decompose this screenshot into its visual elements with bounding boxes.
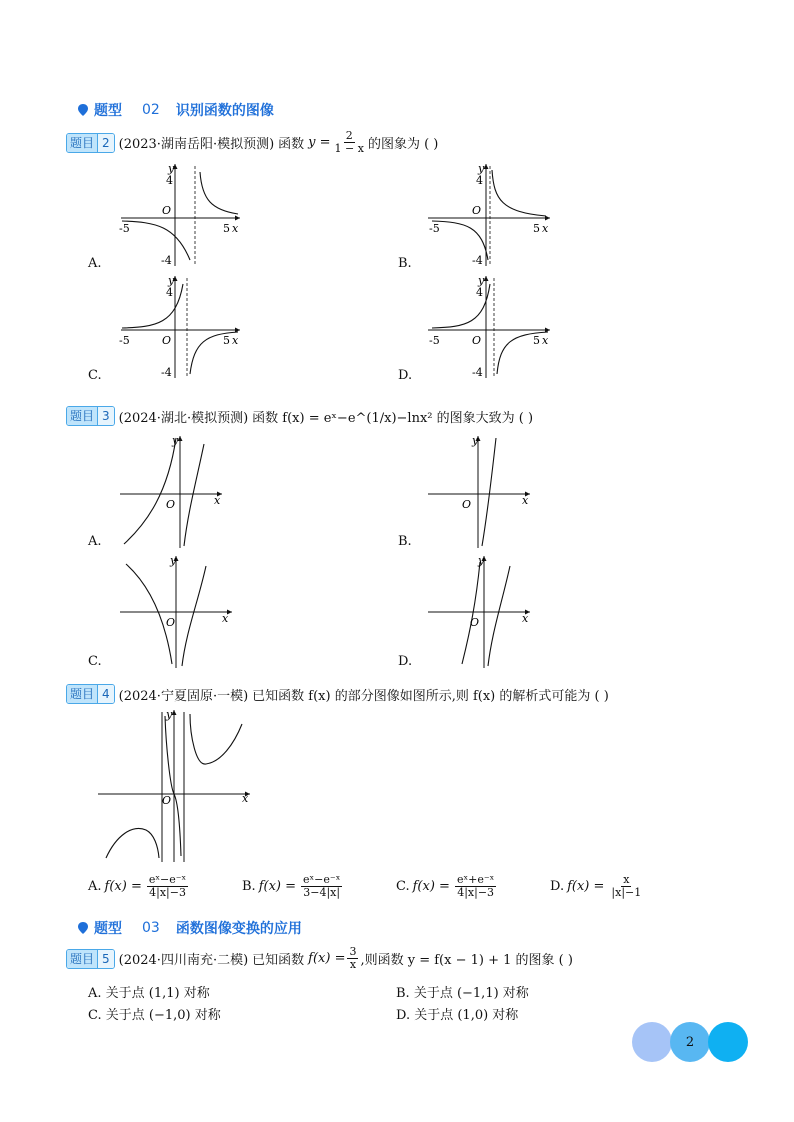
svg-text:O: O: [470, 616, 480, 629]
svg-text:5: 5: [223, 222, 230, 235]
question-source: (2024·四川南充·二模): [118, 953, 249, 968]
q2-graph-b: [426, 160, 556, 270]
svg-text:5: 5: [533, 222, 540, 235]
fraction: $\frac{3}{x}$: [349, 945, 357, 971]
q3-graph-c: [118, 552, 238, 670]
svg-text:O: O: [162, 204, 172, 217]
svg-text:4: 4: [166, 174, 173, 187]
svg-text:x: x: [542, 334, 549, 347]
q3-option-b[interactable]: B.: [398, 534, 412, 549]
page-decor-circle-3: [708, 1022, 748, 1062]
q5-option-b[interactable]: B. 关于点 (−1,1) 对称: [396, 986, 529, 1001]
section-label: 题型: [94, 921, 122, 937]
svg-text:y: y: [168, 274, 175, 287]
question-source: (2024·宁夏固原·一模): [118, 688, 249, 704]
question-source: (2024·湖北·模拟预测): [118, 410, 249, 426]
svg-text:-5: -5: [119, 222, 130, 235]
fraction: $\frac{2}{1 - x}$: [334, 129, 364, 155]
svg-text:O: O: [472, 204, 482, 217]
svg-text:x: x: [232, 334, 239, 347]
svg-text:y: y: [478, 162, 485, 175]
question-2-stem: 题目 2 (2023·湖南岳阳·模拟预测) 函数 y = $\frac{2}{1 - x}$ 的图象为 ( ): [66, 130, 438, 155]
svg-text:x: x: [542, 222, 549, 235]
q3-graph-b: [426, 432, 536, 550]
q2-option-c[interactable]: C.: [88, 368, 102, 383]
svg-text:5: 5: [223, 334, 230, 347]
location-pin-icon: [78, 104, 88, 116]
svg-text:5: 5: [533, 334, 540, 347]
svg-text:y: y: [170, 554, 177, 567]
section-number: 02: [142, 102, 160, 118]
svg-text:y: y: [166, 708, 173, 721]
section-header-02: [78, 100, 274, 120]
svg-text:x: x: [232, 222, 239, 235]
svg-text:y: y: [168, 162, 175, 175]
q2-graph-a: [116, 160, 246, 270]
q3-graph-d: [426, 552, 536, 670]
svg-text:4: 4: [476, 174, 483, 187]
section-title: 识别函数的图像: [175, 103, 274, 119]
svg-text:x: x: [522, 494, 529, 507]
q5-option-a[interactable]: A. 关于点 (1,1) 对称: [88, 986, 210, 1001]
section-title: 函数图像变换的应用: [175, 921, 302, 937]
svg-text:4: 4: [476, 286, 483, 299]
svg-text:4: 4: [166, 286, 173, 299]
q3-option-a[interactable]: A.: [88, 534, 102, 549]
q4-graph: [96, 706, 256, 864]
svg-text:y: y: [472, 434, 479, 447]
svg-text:O: O: [166, 498, 176, 511]
q4-option-a[interactable]: A. f(x) = $\frac{\text{eˣ−e⁻ˣ}}{4|x|-3}$: [88, 873, 187, 899]
q2-graph-d: [426, 272, 556, 382]
svg-text:-4: -4: [161, 254, 172, 267]
q4-option-b[interactable]: B. f(x) = $\frac{\text{eˣ−e⁻ˣ}}{3-4|x|}$: [242, 873, 341, 899]
q2-graph-c: [116, 272, 246, 382]
svg-text:-5: -5: [119, 334, 130, 347]
page-decor-circle-1: [632, 1022, 672, 1062]
svg-text:y: y: [478, 554, 485, 567]
svg-text:-4: -4: [472, 254, 483, 267]
svg-text:-5: -5: [429, 334, 440, 347]
q3-option-d[interactable]: D.: [398, 654, 413, 669]
question-source: (2023·湖南岳阳·模拟预测): [118, 137, 275, 152]
svg-text:O: O: [462, 498, 472, 511]
q2-option-a[interactable]: A.: [88, 256, 102, 271]
svg-text:y: y: [172, 434, 179, 447]
q3-graph-a: [118, 432, 228, 550]
svg-text:O: O: [162, 334, 172, 347]
svg-text:O: O: [162, 794, 172, 807]
section-label: 题型: [94, 103, 122, 119]
svg-text:x: x: [214, 494, 221, 507]
q5-option-d[interactable]: D. 关于点 (1,0) 对称: [396, 1008, 519, 1023]
q3-option-c[interactable]: C.: [88, 654, 102, 669]
svg-text:y: y: [478, 274, 485, 287]
page-number: 2: [670, 1022, 710, 1062]
svg-text:-4: -4: [161, 366, 172, 379]
q2-option-d[interactable]: D.: [398, 368, 413, 383]
q4-option-d[interactable]: D. f(x) = $\frac{x}{|x|-1}$: [550, 873, 642, 899]
svg-text:-4: -4: [472, 366, 483, 379]
section-number: 03: [142, 920, 160, 936]
q5-option-c[interactable]: C. 关于点 (−1,0) 对称: [88, 1008, 221, 1023]
question-3-stem: 题目 3 (2024·湖北·模拟预测) 函数 f(x) = eˣ−e^(1/x)−lnx² 的图象大致为 ( ): [66, 406, 533, 426]
question-badge: 题目 3: [66, 406, 115, 426]
question-4-stem: 题目 4 (2024·宁夏固原·一模) 已知函数 f(x) 的部分图像如图所示,则 f(x) 的解析式可能为 ( ): [66, 684, 609, 704]
svg-text:O: O: [472, 334, 482, 347]
question-5-stem: 题目 5 (2024·四川南充·二模) 已知函数 f(x) = $\frac{3}{x}$ ,则函数 y = f(x − 1) + 1 的图象 ( ): [66, 946, 573, 971]
svg-text:x: x: [222, 612, 229, 625]
svg-text:-5: -5: [429, 222, 440, 235]
svg-text:x: x: [242, 792, 249, 805]
q2-option-b[interactable]: B.: [398, 256, 412, 271]
section-header-03: [78, 918, 302, 938]
svg-text:O: O: [166, 616, 176, 629]
question-badge: 题目 4: [66, 684, 115, 704]
question-badge: 题目 5: [66, 949, 115, 969]
question-badge: 题目 2: [66, 133, 115, 153]
q4-option-c[interactable]: C. f(x) = $\frac{\text{eˣ+e⁻ˣ}}{4|x|-3}$: [396, 873, 495, 899]
location-pin-icon: [78, 922, 88, 934]
svg-text:x: x: [522, 612, 529, 625]
